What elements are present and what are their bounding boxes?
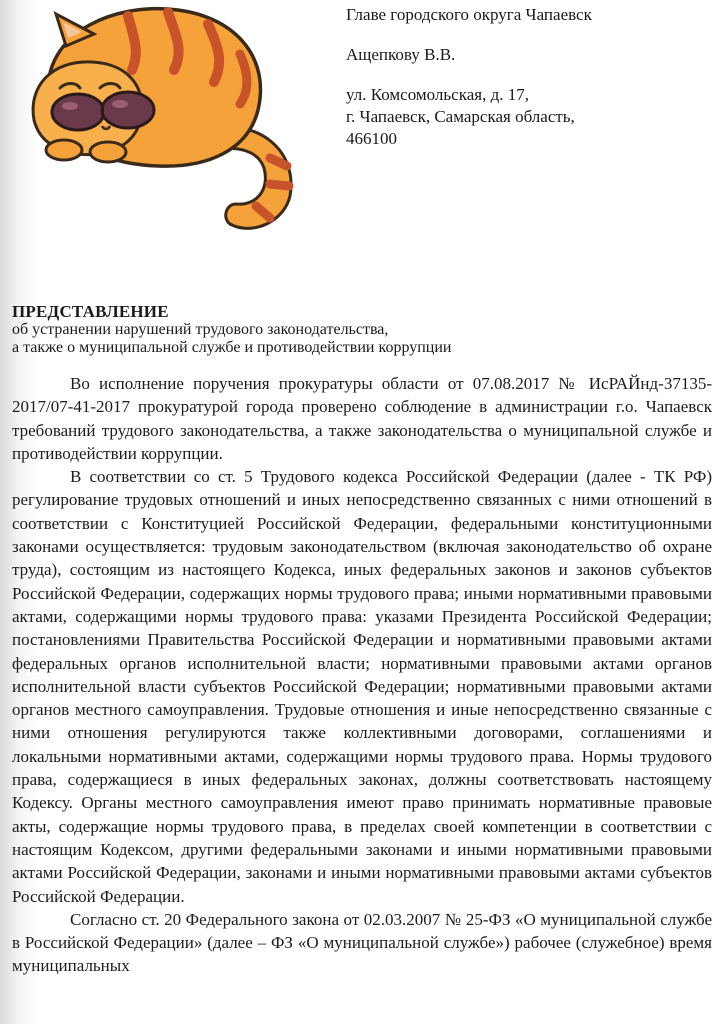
addressee-postcode: 466100	[346, 129, 397, 148]
body-paragraph: Согласно ст. 20 Федерального закона от 02.03.2007 № 25-ФЗ «О муниципальной службе в Российской Федерации» (далее – ФЗ «О муниципальной службе») рабочее (служебное) время муниципальных	[12, 909, 712, 976]
document-title: ПРЕДСТАВЛЕНИЕ	[12, 302, 169, 321]
document-subtitle-line-2: а также о муниципальной службе и противодействии коррупции	[12, 339, 452, 356]
body-paragraph: В соответствии со ст. 5 Трудового кодекса Российской Федерации (далее - ТК РФ) регулирование трудовых отношений и иных непосредственно связанных с ними отношений в соответствии с Конституцией Российской Федерации, федеральными конституционными законами осуществляется: трудовым законодательством (включая законодательство об охране труда), состоящим из настоящего Кодекса, иных федеральных законов и законов субъектов Российской Федерации, содержащих нормы трудового права; иными нормативными правовыми актами, содержащими нормы трудового права: указами Президента Российской Федерации; постановлениями Правительства Российской Федерации и нормативными правовыми актами федеральных органов исполнительной власти; нормативными правовыми актами органов исполнительной власти субъектов Российской Федерации; нормативными правовыми актами органов местного самоуправления. Трудовые отношения и иные непосредственно связанные с ними отношения регулируются также коллективными договорами, соглашениями и локальными нормативными актами, содержащими нормы трудового права. Нормы трудового права, содержащиеся в иных федеральных законах, должны соответствовать настоящему Кодексу. Органы местного самоуправления имеют право принимать нормативные правовые акты, содержащие нормы трудового права, в пределах своей компетенции в соответствии с настоящим Кодексом, другими федеральными законами и иными нормативными правовыми актами Российской Федерации, законами и иными нормативными правовыми актами субъектов Российской Федерации.	[12, 467, 712, 906]
document-subtitle-line-1: об устранении нарушений трудового законодательства,	[12, 321, 389, 338]
addressee-block	[346, 4, 706, 150]
cat-mascot-illustration	[8, 0, 298, 240]
document-body	[12, 372, 712, 978]
addressee-position: Главе городского округа Чапаевск	[346, 5, 592, 24]
addressee-name: Ащепкову В.В.	[346, 45, 456, 64]
addressee-city: г. Чапаевск, Самарская область,	[346, 107, 575, 126]
addressee-street: ул. Комсомольская, д. 17,	[346, 85, 529, 104]
body-paragraph: Во исполнение поручения прокуратуры области от 07.08.2017 № ИсРАЙнд-37135-2017/07-41-2017 прокуратурой города проверено соблюдение в администрации г.о. Чапаевск требований трудового законодательства, а также законодательства о муниципальной службе и противодействии коррупции.	[12, 374, 712, 463]
document-heading	[12, 302, 712, 357]
